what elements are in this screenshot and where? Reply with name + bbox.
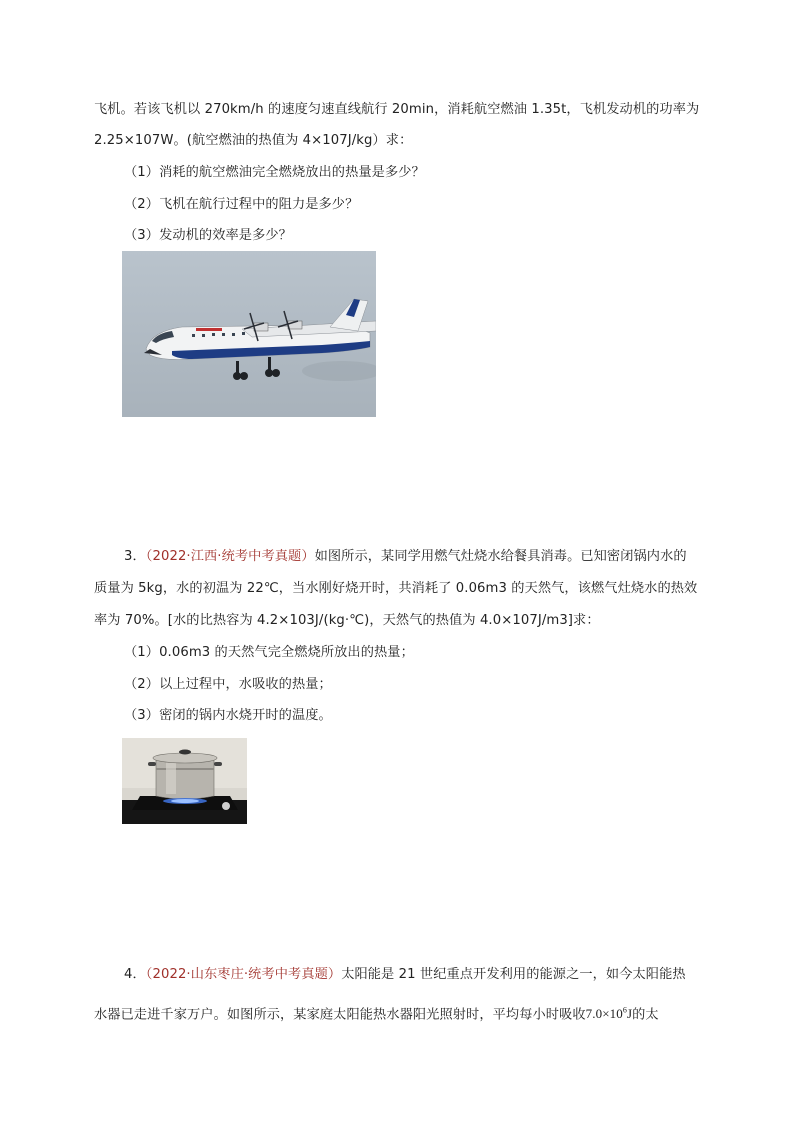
- q3-text-line-3: 率为 70%。[水的比热容为 4.2×103J/(kg·℃)，天然气的热值为 4.0×107J/m3]求：: [94, 613, 600, 628]
- q3-subquestion-3: （3）密闭的锅内水烧开时的温度。: [124, 708, 332, 723]
- q4-text-line-2: [94, 1002, 704, 1024]
- q4-number: 4．: [124, 967, 146, 982]
- q2-subquestion-1: （1）消耗的航空燃油完全燃烧放出的热量是多少？: [124, 165, 425, 180]
- q4-source-label: （2022·山东枣庄·统考中考真题）: [145, 967, 342, 982]
- q3-text-line-2: 质量为 5kg，水的初温为 22℃，当水刚好烧开时，共消耗了 0.06m3 的天然气，该燃气灶烧水的热效: [94, 581, 698, 596]
- q4-text-line-2-b: 的太: [632, 1007, 659, 1023]
- q3-subquestion-2: （2）以上过程中，水吸收的热量；: [124, 677, 332, 692]
- q4-energy-unit: J: [626, 1006, 633, 1022]
- q4-text-line-1-rest: 太阳能是 21 世纪重点开发利用的能源之一，如今太阳能热: [341, 967, 686, 982]
- airplane-photo: [122, 251, 376, 417]
- q3-subquestion-1: （1）0.06m3 的天然气完全燃烧所放出的热量；: [124, 645, 414, 660]
- q4-energy-mantissa: 7.0×10: [585, 1006, 623, 1022]
- q4-energy-formula: [586, 1006, 632, 1021]
- q4-text-line-1: [124, 966, 704, 984]
- q4-energy-exponent: 6: [622, 1006, 627, 1015]
- pot-on-stove-photo: [122, 738, 247, 824]
- q4-text-line-2-a: 水器已走进千家万户。如图所示，某家庭太阳能热水器阳光照射时，平均每小时吸收: [94, 1007, 586, 1023]
- q2-subquestion-3: （3）发动机的效率是多少？: [124, 228, 292, 243]
- q3-text-line-1-rest: 如图所示，某同学用燃气灶烧水给餐具消毒。已知密闭锅内水的: [314, 549, 687, 564]
- q3-source-label: （2022·江西·统考中考真题）: [145, 549, 315, 564]
- q3-number: 3．: [124, 549, 146, 564]
- q3-text-line-1: [124, 548, 704, 566]
- q2-subquestion-2: （2）飞机在航行过程中的阻力是多少？: [124, 197, 359, 212]
- q2-text-line-2: 2.25×107W。(航空燃油的热值为 4×107J/kg）求：: [94, 133, 413, 148]
- q2-text-line-1: 飞机。若该飞机以 270km/h 的速度匀速直线航行 20min，消耗航空燃油 1.35t，飞机发动机的功率为: [94, 102, 700, 117]
